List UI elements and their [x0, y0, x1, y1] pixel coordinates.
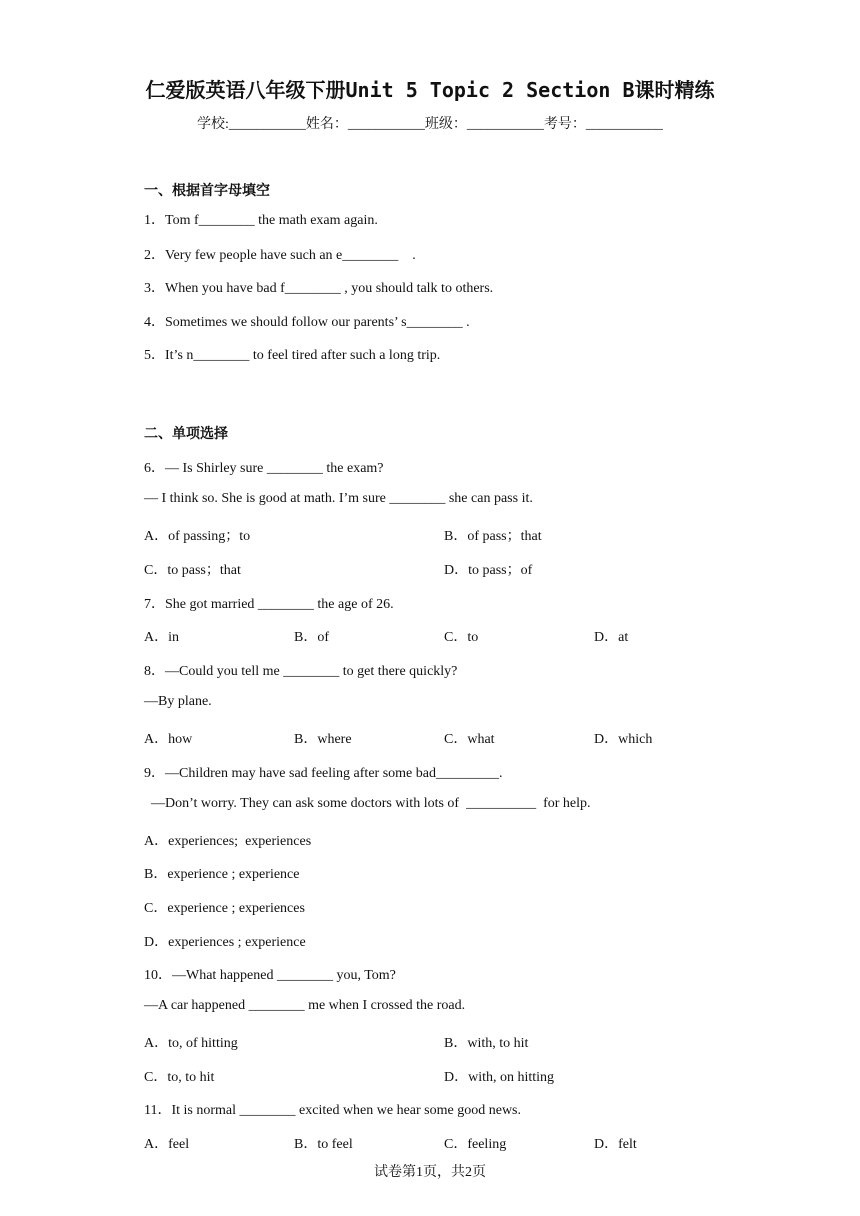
section-1-heading: 一、根据首字母填空	[144, 183, 270, 199]
question-7-line-1: 7．She got married ________ the age of 26.	[144, 597, 394, 612]
question-8-line-1: 8．—Could you tell me ________ to get there quickly?	[144, 664, 458, 679]
q6-option-d: D．to pass；of	[444, 563, 533, 578]
q8-option-d: D．which	[594, 732, 653, 747]
page-footer: 试卷第1页，共2页	[374, 1165, 486, 1180]
question-8-line-2: —By plane.	[144, 694, 212, 709]
q11-option-d: D．felt	[594, 1137, 637, 1152]
q9-option-c: C．experience ; experiences	[144, 901, 305, 916]
question-4: 4．Sometimes we should follow our parents’ s________ .	[144, 315, 470, 330]
question-6-line-1: 6．— Is Shirley sure ________ the exam?	[144, 461, 384, 476]
q10-option-c: C．to, to hit	[144, 1070, 215, 1085]
question-10-line-2: —A car happened ________ me when I crossed the road.	[144, 998, 466, 1013]
q6-option-a: A．of passing；to	[144, 529, 251, 544]
q9-option-a: A．experiences; experiences	[144, 834, 312, 849]
q8-option-c: C．what	[444, 732, 495, 747]
question-10-line-1: 10．—What happened ________ you, Tom?	[144, 968, 396, 983]
q11-option-c: C．feeling	[444, 1137, 507, 1152]
q7-option-c: C．to	[444, 630, 479, 645]
question-6-line-2: — I think so. She is good at math. I’m sure ________ she can pass it.	[144, 491, 533, 506]
section-2-heading: 二、单项选择	[144, 426, 228, 442]
question-3: 3．When you have bad f________ , you should talk to others.	[144, 281, 494, 296]
q7-option-d: D．at	[594, 630, 629, 645]
question-9-line-2: —Don’t worry. They can ask some doctors with lots of __________ for help.	[144, 796, 591, 811]
question-2: 2．Very few people have such an e________ .	[144, 248, 416, 263]
q8-option-a: A．how	[144, 732, 193, 747]
q7-option-a: A．in	[144, 630, 179, 645]
q10-option-d: D．with, on hitting	[444, 1070, 555, 1085]
question-9-line-1: 9．—Children may have sad feeling after some bad_________.	[144, 766, 503, 781]
question-11-line-1: 11．It is normal ________ excited when we hear some good news.	[144, 1103, 522, 1118]
q6-option-b: B．of pass；that	[444, 529, 542, 544]
question-5: 5．It’s n________ to feel tired after such a long trip.	[144, 348, 441, 363]
q7-option-b: B．of	[294, 630, 329, 645]
q9-option-d: D．experiences ; experience	[144, 935, 306, 950]
q10-option-b: B．with, to hit	[444, 1036, 529, 1051]
student-info-line: 学校:___________姓名：___________班级：___________考号：___________	[197, 117, 663, 132]
q8-option-b: B．where	[294, 732, 352, 747]
question-1: 1．Tom f________ the math exam again.	[144, 213, 378, 228]
page-title: 仁爱版英语八年级下册Unit 5 Topic 2 Section B课时精练	[145, 78, 715, 102]
q9-option-b: B．experience ; experience	[144, 867, 300, 882]
q11-option-a: A．feel	[144, 1137, 190, 1152]
q6-option-c: C．to pass；that	[144, 563, 241, 578]
q10-option-a: A．to, of hitting	[144, 1036, 238, 1051]
q11-option-b: B．to feel	[294, 1137, 353, 1152]
